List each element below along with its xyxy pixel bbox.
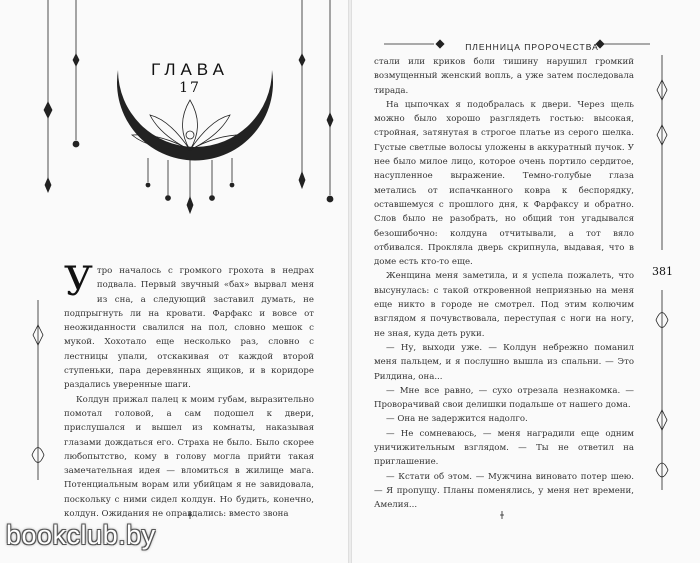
drop-cap: У	[64, 259, 93, 305]
paragraph: Женщина меня заметила, и я успела пожалеть, что высунулась: с такой откровенной неприязнью на меня еще никто в городе не смотрел. Под этим колючим взглядом я почувствовала, переступая с ноги на ногу, не зная, куда деть руки.	[374, 271, 634, 339]
paragraph: — Она не задержится надолго.	[386, 414, 528, 425]
paragraph: — Кстати об этом. — Мужчина виновато потер шею. — Я пропущу. Планы поменялись, у меня нет времени, Амелия...	[374, 471, 634, 511]
chapter-number: 17	[179, 80, 201, 96]
right-page	[352, 0, 700, 563]
paragraph: — Мне все равно, — сухо отрезала незнакомка. — Проворачивай свои делишки подальше от нашего дома.	[374, 385, 634, 411]
chapter-heading: ГЛАВА	[151, 60, 229, 79]
paragraph: стали или криков боли тишину нарушил громкий возмущенный женский вопль, а уже затем последовала тирада.	[374, 57, 634, 96]
page-number: 381	[652, 265, 673, 278]
paragraph: Колдун прижал палец к моим губам, выразительно помотал головой, а сам подошел к двери, прислушался и вышел из комнаты, наказывая глазами дождаться его. Страха не было. Было скорее любопытство, кому в голову могла прийти такая замечательная идея — вломиться в жилище мага. Потенциальным ворам или убийцам я не завидовала, поскольку с ними сидел колдун. Но будить, конечно, колдун. Ожидания не оправдались: вместо звона	[64, 394, 314, 520]
running-header: ПЛЕННИЦА ПРОРОЧЕСТВА	[465, 42, 599, 52]
paragraph: На цыпочках я подобралась к двери. Через щель можно было хорошо разглядеть гостью: высокая, стройная, затянутая в строгое платье из серого шелка. Густые светлые волосы уложены в аккуратный пучок. У нее было милое лицо, которое очень портило сердитое, насупленное выражение. Темно-голубые глаза метались от испачканного ковра к беспорядку, оставшемуся с прошлого дня, к Фарфаксу и обратно. Слов было не разобрать, но общий тон угадывался безошибочно: колдуна отчитывали, а тот вяло отбивался. Прокляла дверь скрипнула, выдавая, что в доме есть кто-то еще.	[374, 99, 634, 268]
paragraph: Утро началось с громкого грохота в недрах подвала. Первый звучный «бах» вырвал меня из сна, а следующий заставил думать, не подпрыгнуть ли на кровати. Фарфакс и вовсе от неожиданности свалился на пол, словно мешок с мукой. Хохотало еще несколько раз, словно с лестницы упали, отскакивая от каждой второй ступеньки, пара деревянных ящиков, и в коридоре раздались уверенные шаги.	[64, 259, 314, 391]
watermark: bookclub.by	[6, 520, 156, 550]
left-page-text	[64, 259, 314, 521]
paragraph: — Не сомневаюсь, — меня наградили еще одним уничижительным взглядом. — Ты не ответил на приглашение.	[374, 428, 634, 468]
left-page	[0, 0, 348, 563]
right-page-text	[374, 55, 634, 513]
paragraph: — Ну, выходи уже. — Колдун небрежно поманил меня пальцем, и я послушно вышла из спальни. — Это Рилдина, она...	[374, 342, 634, 382]
